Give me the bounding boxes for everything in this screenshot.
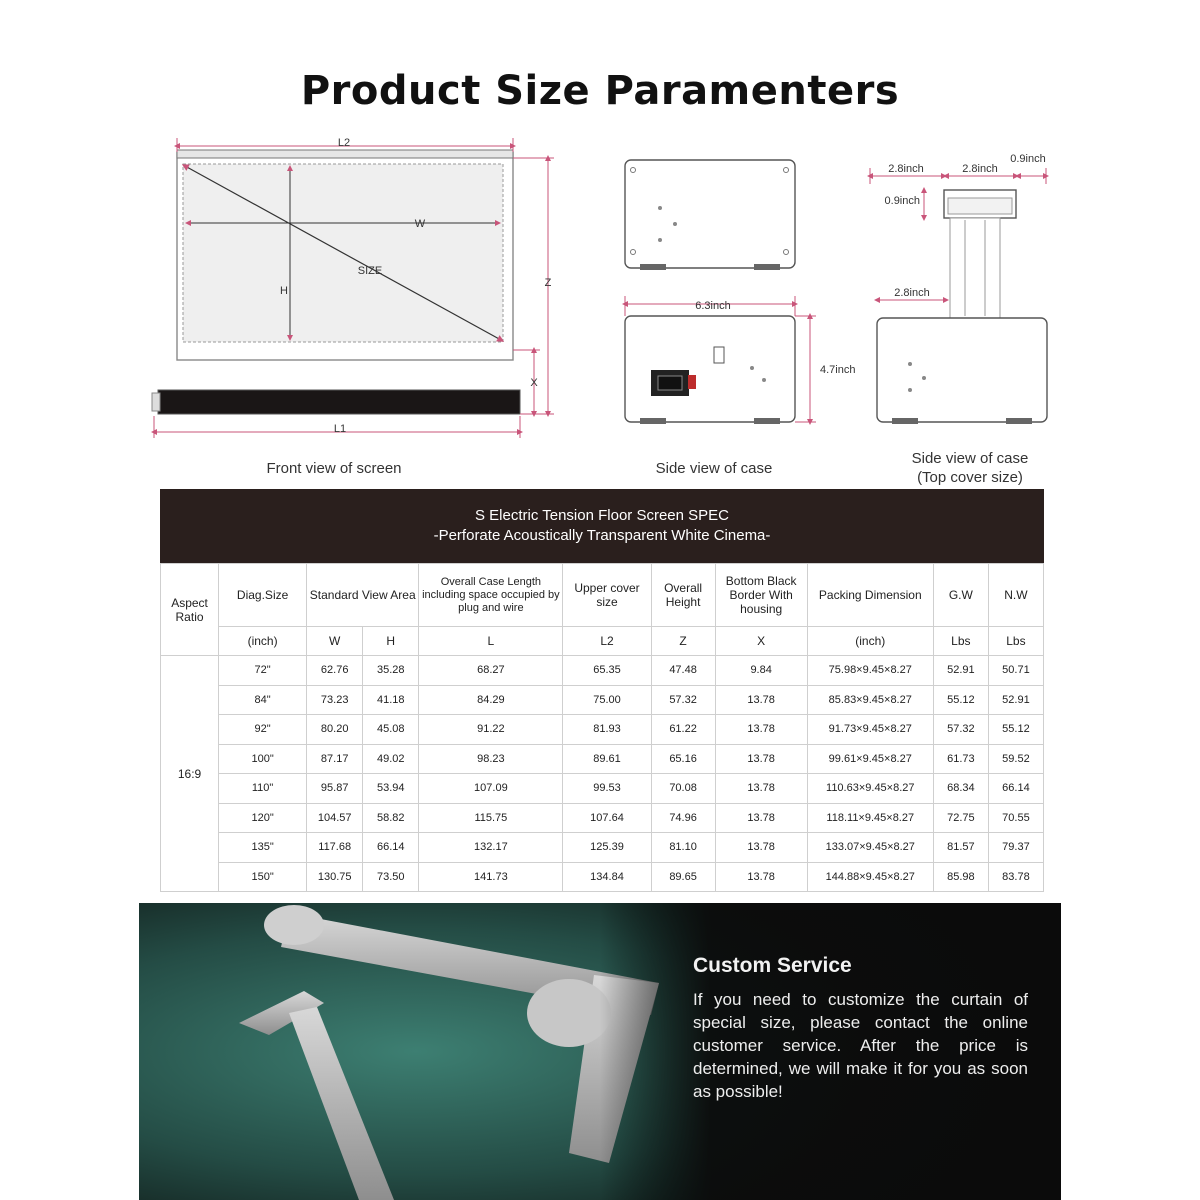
table-cell: 98.23 (419, 744, 563, 774)
label-top-e: 2.8inch (894, 287, 930, 299)
table-cell: 68.27 (419, 656, 563, 686)
table-cell: 118.11×9.45×8.27 (807, 803, 933, 833)
dimension-diagrams (140, 128, 1060, 488)
label-l1: L1 (333, 423, 347, 435)
table-row (161, 803, 1044, 833)
table-cell: 83.78 (988, 862, 1043, 892)
table-cell: 91.22 (419, 715, 563, 745)
table-cell: 62.76 (307, 656, 363, 686)
label-case-height: 4.7inch (820, 364, 856, 376)
header-overall-height: Overall Height (651, 564, 715, 627)
subheader: (inch) (807, 627, 933, 656)
header-nw: N.W (988, 564, 1043, 627)
table-cell: 47.48 (651, 656, 715, 686)
side-view-top-cover (870, 153, 1047, 424)
side-view-case-bottom (625, 296, 855, 424)
table-cell: 135" (219, 833, 307, 863)
table-cell: 89.65 (651, 862, 715, 892)
table-cell: 134.84 (563, 862, 651, 892)
table-cell: 85.98 (933, 862, 988, 892)
table-cell: 70.55 (988, 803, 1043, 833)
table-cell: 13.78 (715, 833, 807, 863)
caption-top-cover-line2: (Top cover size) (917, 469, 1023, 486)
table-cell: 110.63×9.45×8.27 (807, 774, 933, 804)
spec-table-section (160, 489, 1044, 892)
table-cell: 66.14 (363, 833, 419, 863)
table-cell: 107.64 (563, 803, 651, 833)
spec-banner (160, 489, 1044, 563)
header-diag-size: Diag.Size (219, 564, 307, 627)
label-top-b: 2.8inch (962, 163, 998, 175)
table-cell: 49.02 (363, 744, 419, 774)
table-cell: 80.20 (307, 715, 363, 745)
table-cell: 41.18 (363, 685, 419, 715)
table-cell: 99.61×9.45×8.27 (807, 744, 933, 774)
subheader: H (363, 627, 419, 656)
label-size: SIZE (357, 265, 383, 277)
table-cell: 13.78 (715, 862, 807, 892)
table-cell: 53.94 (363, 774, 419, 804)
spec-table (160, 563, 1044, 892)
table-cell: 70.08 (651, 774, 715, 804)
table-cell: 81.93 (563, 715, 651, 745)
subheader: X (715, 627, 807, 656)
table-cell: 52.91 (933, 656, 988, 686)
header-packing: Packing Dimension (807, 564, 933, 627)
table-cell: 13.78 (715, 803, 807, 833)
table-cell: 55.12 (988, 715, 1043, 745)
header-upper-cover: Upper cover size (563, 564, 651, 627)
table-cell: 120" (219, 803, 307, 833)
table-cell: 61.73 (933, 744, 988, 774)
aspect-ratio-cell: 16:9 (161, 656, 219, 892)
table-row (161, 774, 1044, 804)
table-cell: 58.82 (363, 803, 419, 833)
spec-banner-subtitle: -Perforate Acoustically Transparent White Cinema- (433, 527, 771, 544)
label-l2: L2 (337, 137, 351, 149)
table-cell: 9.84 (715, 656, 807, 686)
label-h: H (280, 285, 288, 297)
table-cell: 73.23 (307, 685, 363, 715)
table-cell: 52.91 (988, 685, 1043, 715)
header-gw: G.W (933, 564, 988, 627)
table-row (161, 656, 1044, 686)
label-top-d: 0.9inch (884, 195, 920, 207)
table-cell: 13.78 (715, 715, 807, 745)
table-cell: 66.14 (988, 774, 1043, 804)
table-cell: 130.75 (307, 862, 363, 892)
header-bottom-border: Bottom Black Border With housing (715, 564, 807, 627)
table-cell: 13.78 (715, 744, 807, 774)
table-cell: 87.17 (307, 744, 363, 774)
spec-banner-title: S Electric Tension Floor Screen SPEC (475, 507, 729, 524)
table-cell: 150" (219, 862, 307, 892)
label-z: Z (544, 277, 552, 289)
subheader: L2 (563, 627, 651, 656)
table-cell: 35.28 (363, 656, 419, 686)
table-cell: 50.71 (988, 656, 1043, 686)
table-cell: 72" (219, 656, 307, 686)
table-cell: 84.29 (419, 685, 563, 715)
side-view-case-top (625, 160, 795, 270)
subheader: W (307, 627, 363, 656)
caption-front-view: Front view of screen (266, 460, 402, 477)
subheader: Z (651, 627, 715, 656)
table-cell: 125.39 (563, 833, 651, 863)
label-x: X (530, 377, 538, 389)
table-cell: 95.87 (307, 774, 363, 804)
table-cell: 133.07×9.45×8.27 (807, 833, 933, 863)
table-cell: 92" (219, 715, 307, 745)
front-view-diagram (152, 137, 554, 438)
table-cell: 57.32 (651, 685, 715, 715)
table-row (161, 715, 1044, 745)
table-cell: 110" (219, 774, 307, 804)
table-cell: 68.34 (933, 774, 988, 804)
table-cell: 81.10 (651, 833, 715, 863)
table-cell: 65.16 (651, 744, 715, 774)
custom-service-text: If you need to customize the curtain of special size, please contact the online customer service. After the price is determined, we will make it for you as soon as possible! (693, 990, 1028, 1101)
label-w: W (414, 218, 426, 230)
label-case-width: 6.3inch (695, 300, 731, 312)
table-cell: 73.50 (363, 862, 419, 892)
custom-service-title: Custom Service (693, 954, 852, 977)
table-cell: 13.78 (715, 685, 807, 715)
header-view-area: Standard View Area (307, 564, 419, 627)
table-row (161, 685, 1044, 715)
table-cell: 144.88×9.45×8.27 (807, 862, 933, 892)
table-row (161, 744, 1044, 774)
table-cell: 85.83×9.45×8.27 (807, 685, 933, 715)
table-cell: 45.08 (363, 715, 419, 745)
table-cell: 141.73 (419, 862, 563, 892)
table-cell: 75.98×9.45×8.27 (807, 656, 933, 686)
table-cell: 99.53 (563, 774, 651, 804)
table-cell: 65.35 (563, 656, 651, 686)
subheader: Lbs (933, 627, 988, 656)
caption-side-view: Side view of case (655, 460, 773, 477)
table-row (161, 833, 1044, 863)
subheader: Lbs (988, 627, 1043, 656)
table-cell: 13.78 (715, 774, 807, 804)
label-top-a: 2.8inch (888, 163, 924, 175)
spec-table-body (161, 656, 1044, 892)
table-cell: 61.22 (651, 715, 715, 745)
table-cell: 81.57 (933, 833, 988, 863)
table-cell: 75.00 (563, 685, 651, 715)
table-cell: 91.73×9.45×8.27 (807, 715, 933, 745)
table-cell: 117.68 (307, 833, 363, 863)
table-cell: 107.09 (419, 774, 563, 804)
table-cell: 74.96 (651, 803, 715, 833)
table-cell: 57.32 (933, 715, 988, 745)
table-cell: 59.52 (988, 744, 1043, 774)
caption-top-cover-line1: Side view of case (911, 450, 1029, 467)
table-cell: 100" (219, 744, 307, 774)
table-row (161, 862, 1044, 892)
table-cell: 72.75 (933, 803, 988, 833)
subheader: L (419, 627, 563, 656)
table-cell: 104.57 (307, 803, 363, 833)
table-cell: 89.61 (563, 744, 651, 774)
label-top-c: 0.9inch (1010, 153, 1046, 165)
header-case-length: Overall Case Length including space occupied by plug and wire (419, 564, 563, 627)
table-cell: 115.75 (419, 803, 563, 833)
table-cell: 55.12 (933, 685, 988, 715)
subheader: (inch) (219, 627, 307, 656)
table-cell: 132.17 (419, 833, 563, 863)
page-title: Product Size Paramenters (300, 68, 900, 114)
table-cell: 79.37 (988, 833, 1043, 863)
table-cell: 84" (219, 685, 307, 715)
header-aspect-ratio: Aspect Ratio (161, 564, 219, 656)
